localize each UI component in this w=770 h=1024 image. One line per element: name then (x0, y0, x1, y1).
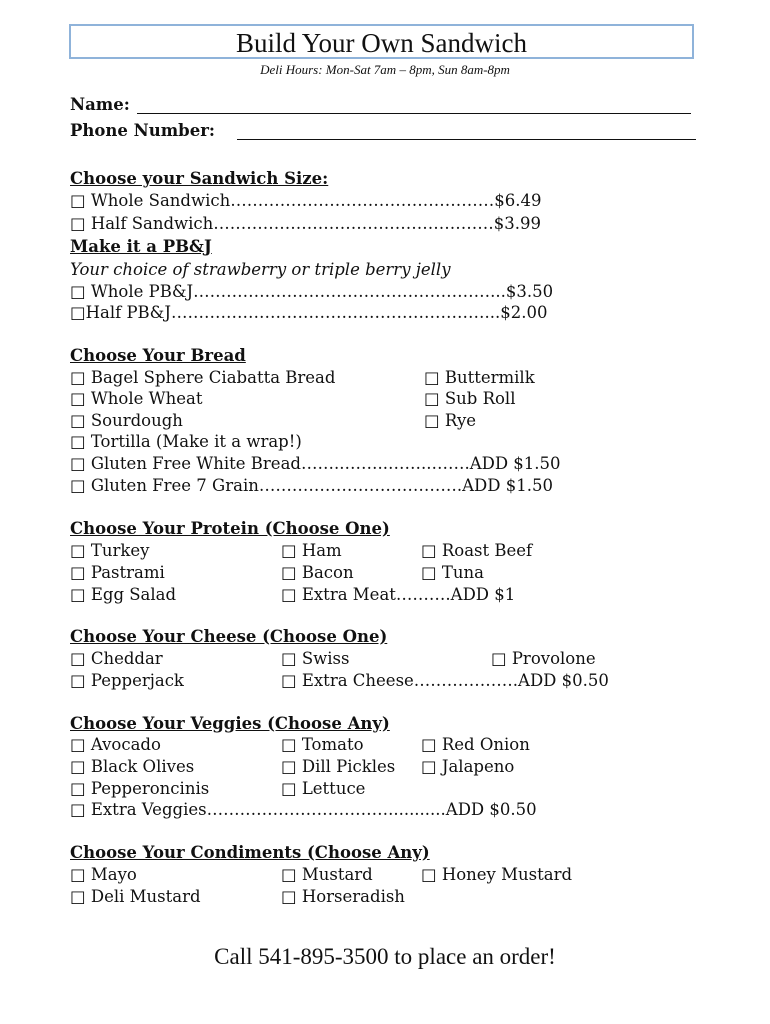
condiment-option[interactable]: □ Mayo (70, 865, 137, 884)
protein-option[interactable]: □ Pastrami (70, 563, 165, 582)
protein-heading: Choose Your Protein (Choose One) (70, 519, 390, 538)
veggies-row (70, 734, 670, 755)
veggie-option[interactable]: □ Dill Pickles (281, 757, 396, 776)
cheese-option[interactable]: □ Cheddar (70, 649, 163, 668)
protein-option[interactable]: □ Extra Meat……….ADD $1 (281, 585, 516, 604)
phone-field[interactable] (237, 139, 696, 140)
condiments-row (70, 886, 670, 907)
condiment-option[interactable]: □ Horseradish (281, 887, 405, 906)
bread-option[interactable]: □ Whole Wheat (70, 389, 203, 408)
size-whole-option[interactable]: □ Whole Sandwich…………………………………………$6.49 (70, 191, 542, 210)
veggie-option[interactable]: □ Black Olives (70, 757, 195, 776)
name-field[interactable] (137, 113, 691, 114)
bread-row (70, 367, 630, 388)
deli-hours: Deli Hours: Mon-Sat 7am – 8pm, Sun 8am-8pm (260, 62, 510, 77)
veggies-heading: Choose Your Veggies (Choose Any) (70, 714, 390, 733)
protein-option[interactable]: □ Bacon (281, 563, 354, 582)
bread-option[interactable]: □ Buttermilk (424, 368, 535, 387)
condiments-heading: Choose Your Condiments (Choose Any) (70, 843, 430, 862)
veggie-option[interactable]: □ Tomato (281, 735, 364, 754)
bread-row (70, 410, 630, 431)
protein-option[interactable]: □ Ham (281, 541, 342, 560)
phone-label: Phone Number: (70, 121, 216, 140)
condiment-option[interactable]: □ Mustard (281, 865, 373, 884)
protein-row (70, 562, 670, 583)
bread-option[interactable]: □ Gluten Free 7 Grain……………………………….ADD $1.50 (70, 476, 553, 495)
bread-option[interactable]: □ Rye (424, 411, 477, 430)
cheese-row (70, 670, 670, 691)
pbj-whole-option[interactable]: □ Whole PB&J………………………………………………...$3.50 (70, 282, 554, 301)
extra-veggies-option[interactable]: □ Extra Veggies……………………………...........ADD $0.50 (70, 800, 537, 819)
protein-option[interactable]: □ Roast Beef (421, 541, 533, 560)
veggie-option[interactable]: □ Red Onion (421, 735, 530, 754)
pbj-heading: Make it a PB&J (70, 237, 212, 256)
size-half-option[interactable]: □ Half Sandwich……………………………………………$3.99 (70, 214, 542, 233)
bread-option[interactable]: □ Gluten Free White Bread……..……..……..…….ADD $1.50 (70, 454, 561, 473)
veggie-option[interactable]: □ Pepperoncinis (70, 779, 210, 798)
veggies-row (70, 756, 670, 777)
cheese-option[interactable]: □ Pepperjack (70, 671, 184, 690)
bread-row (70, 388, 630, 409)
veggie-option[interactable]: □ Jalapeno (421, 757, 515, 776)
veggie-option[interactable]: □ Avocado (70, 735, 161, 754)
name-label: Name: (70, 95, 130, 114)
call-to-order: Call 541-895-3500 to place an order! (214, 944, 556, 969)
title-box (69, 24, 694, 59)
protein-option[interactable]: □ Egg Salad (70, 585, 177, 604)
bread-option[interactable]: □ Bagel Sphere Ciabatta Bread (70, 368, 336, 387)
condiment-option[interactable]: □ Deli Mustard (70, 887, 201, 906)
condiment-option[interactable]: □ Honey Mustard (421, 865, 573, 884)
protein-row (70, 584, 670, 605)
protein-option[interactable]: □ Tuna (421, 563, 484, 582)
condiments-row (70, 864, 670, 885)
veggie-option[interactable]: □ Lettuce (281, 779, 366, 798)
cheese-row (70, 648, 670, 669)
protein-row (70, 540, 670, 561)
page-title: Build Your Own Sandwich (235, 28, 528, 58)
cheese-option[interactable]: □ Provolone (491, 649, 596, 668)
protein-option[interactable]: □ Turkey (70, 541, 150, 560)
bread-option[interactable]: □ Sub Roll (424, 389, 516, 408)
cheese-option[interactable]: □ Swiss (281, 649, 350, 668)
veggies-row (70, 778, 670, 799)
size-heading: Choose your Sandwich Size: (70, 169, 329, 188)
cheese-option[interactable]: □ Extra Cheese……………….ADD $0.50 (281, 671, 609, 690)
bread-option[interactable]: □ Sourdough (70, 411, 183, 430)
bread-heading: Choose Your Bread (70, 346, 246, 365)
cheese-heading: Choose Your Cheese (Choose One) (70, 627, 388, 646)
pbj-note: Your choice of strawberry or triple berry jelly (70, 260, 451, 279)
bread-option[interactable]: □ Tortilla (Make it a wrap!) (70, 432, 302, 451)
pbj-half-option[interactable]: □Half PB&J…………………………………………………...$2.00 (70, 303, 548, 322)
